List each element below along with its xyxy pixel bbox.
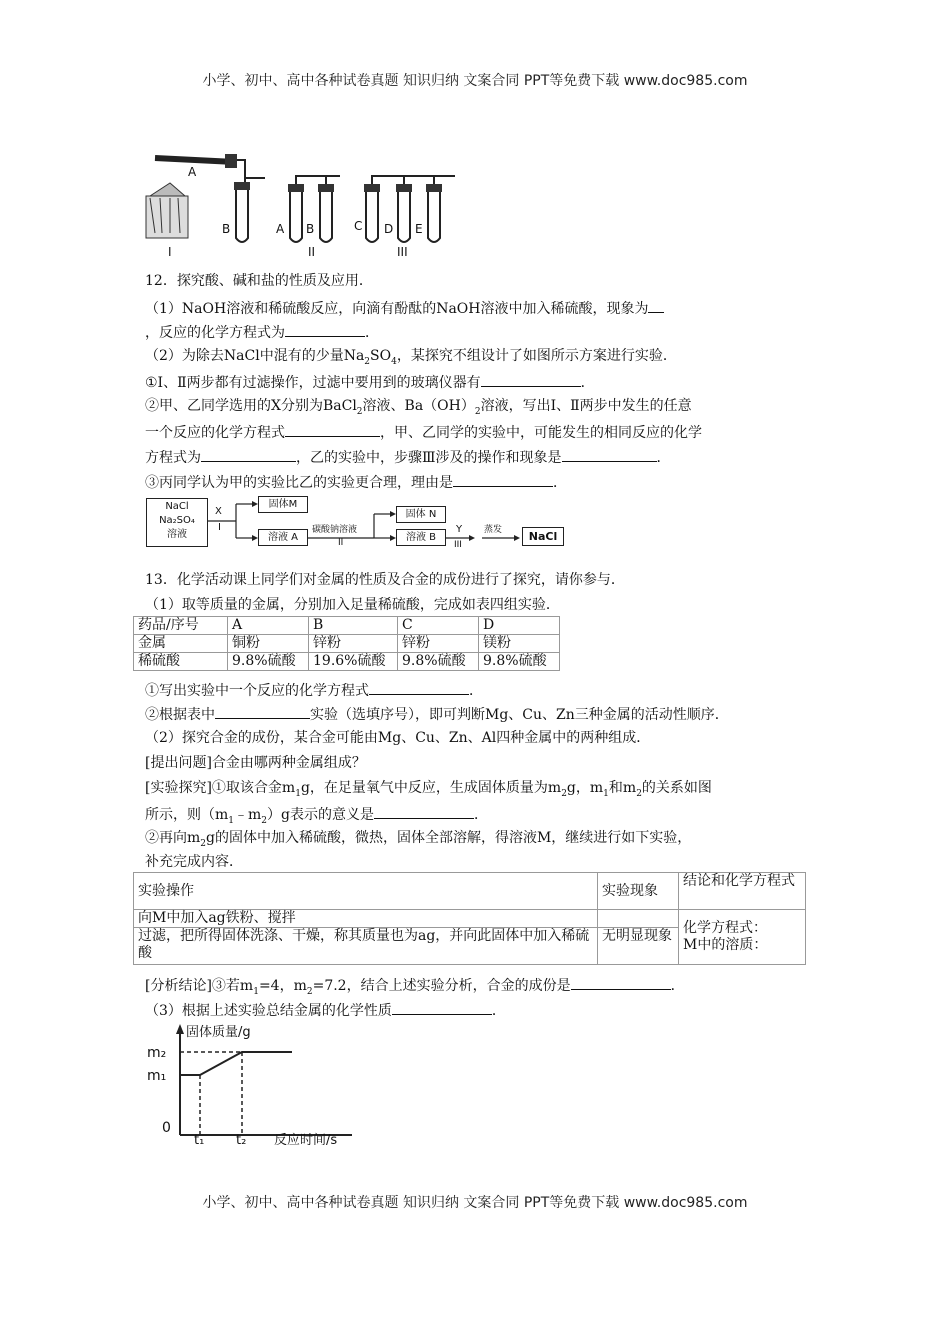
q13-q: [提出问题]合金由哪两种金属组成？	[145, 755, 366, 771]
mass-time-chart	[142, 1020, 372, 1145]
table-row: 金属 铜粉 锌粉 锌粉 镁粉	[134, 635, 560, 653]
flow-y: Y	[456, 524, 463, 535]
flow-x: X	[215, 506, 222, 517]
stage-III: III	[397, 245, 408, 258]
q13-s1: ①写出实验中一个反应的化学方程式 ．	[145, 680, 483, 700]
flow-reagent: 碳酸钠溶液	[312, 525, 358, 535]
chart-xlabel: 反应时间/s	[274, 1133, 338, 1145]
q12-p2: （2）为除去NaCl中混有的少量$Na_2SO_4$，某探究不组设计了如图所示方案进行实验．	[145, 348, 677, 367]
flow-sol-b: 溶液 B	[396, 529, 446, 546]
flow-evap: 蒸发	[484, 525, 503, 535]
q12-s2d: 一个反应的化学方程式 ，甲、乙同学的实验中，可能发生的相同反应的化学	[145, 422, 702, 442]
table-row: 向M中加入ag铁粉、搅拌 化学方程式： M中的溶质：	[134, 910, 806, 928]
q13-p3: （3）根据上述实验总结金属的化学性质 ．	[145, 1000, 506, 1020]
q12-p1: （1）NaOH溶液和稀硫酸反应，向滴有酚酞的NaOH溶液中加入稀硫酸，现象为	[145, 298, 664, 318]
q13-a: [分析结论]③若$m_1=4$，$m_2=7.2$，结合上述实验分析，合金的成份是 ．	[145, 975, 685, 1001]
q12-s2f: 方程式为 ，乙的实验中，步骤Ⅲ涉及的操作和现象是 ．	[145, 447, 671, 467]
apparatus-figure	[140, 138, 480, 258]
chart-ylabel: 固体质量/g	[186, 1025, 251, 1040]
flow-sol-a: 溶液 A	[258, 529, 308, 546]
flow-start-box: NaCl Na₂SO₄ 溶液	[146, 498, 208, 547]
label-D: D	[384, 222, 394, 236]
table-row: 药品/序号 A B C D	[134, 617, 560, 635]
label-A1: A	[188, 165, 197, 179]
flow-i: I	[218, 522, 221, 533]
page-header: 小学、初中、高中各种试卷真题 知识归纳 文案合同 PPT等免费下载 www.doc985.com	[202, 73, 748, 89]
q12-title: 12．探究酸、碱和盐的性质及应用．	[145, 273, 373, 289]
q12-s1: ①Ⅰ、Ⅱ两步都有过滤操作，过滤中要用到的玻璃仪器有 ．	[145, 372, 595, 392]
chart-origin: 0	[162, 1120, 171, 1136]
q13-p2: （2）探究合金的成份，某合金可能由Mg、Cu、Zn、Al四种金属中的两种组成．	[145, 730, 651, 746]
experiment-table	[133, 872, 806, 965]
metal-table	[133, 616, 560, 671]
table-row: 实验操作 实验现象 结论和化学方程式	[134, 873, 806, 910]
label-E: E	[415, 222, 423, 236]
chart-m2: m₂	[147, 1045, 167, 1061]
stage-I: I	[168, 245, 172, 258]
flow-ii: II	[338, 538, 344, 548]
label-C: C	[354, 219, 363, 233]
label-B2: B	[306, 222, 315, 236]
flow-iii: III	[454, 540, 462, 550]
table-row: 过滤，把所得固体洗涤、干燥，称其质量也为ag，并向此固体中加入稀硫酸 无明显现象	[134, 928, 806, 965]
chart-t1: t₁	[194, 1133, 205, 1145]
chart-m1: m₁	[147, 1068, 167, 1084]
flow-solid-m: 固体M	[258, 496, 308, 513]
stage-II: II	[308, 245, 316, 258]
flow-end: NaCl	[522, 527, 564, 546]
q13-p1: （1）取等质量的金属，分别加入足量稀硫酸，完成如表四组实验．	[145, 597, 560, 613]
q12-p1b: ，反应的化学方程式为 ．	[145, 322, 379, 342]
label-B1: B	[222, 222, 231, 236]
q13-title: 13．化学活动课上同学们对金属的性质及合金的成份进行了探究，请你参与．	[145, 572, 625, 588]
table-row: 稀硫酸 9.8%硫酸 19.6%硫酸 9.8%硫酸 9.8%硫酸	[134, 653, 560, 671]
q13-e1: [实验探究]①取该合金$m_1g$，在足量氧气中反应，生成固体质量为$m_2g$，$m_1$和$m_2$的关系如图	[145, 780, 712, 799]
flow-solid-n: 固体 N	[396, 506, 446, 523]
q13-e2: ②再向$m_2g$的固体中加入稀硫酸，微热，固体全部溶解，得溶液M，继续进行如下实验，	[145, 830, 692, 849]
q13-s2: ②根据表中 实验（选填序号），即可判断Mg、Cu、Zn三种金属的活动性顺序．	[145, 704, 729, 724]
q13-e2c: 补充完成内容．	[145, 854, 243, 870]
label-A2: A	[276, 222, 285, 236]
chart-t2: t₂	[236, 1133, 247, 1145]
q12-s3: ③丙同学认为甲的实验比乙的实验更合理，理由是 ．	[145, 472, 567, 492]
q12-s2: ②甲、乙同学选用的X分别为BaCl$_2$溶液、$Ba(OH)_2$溶液，写出Ⅰ、Ⅱ两步中发生的任意	[145, 398, 692, 417]
page-footer: 小学、初中、高中各种试卷真题 知识归纳 文案合同 PPT等免费下载 www.doc985.com	[202, 1195, 748, 1211]
q13-e1f: 所示，则$(m_1﹣m_2)g$表示的意义是 ．	[145, 804, 488, 830]
